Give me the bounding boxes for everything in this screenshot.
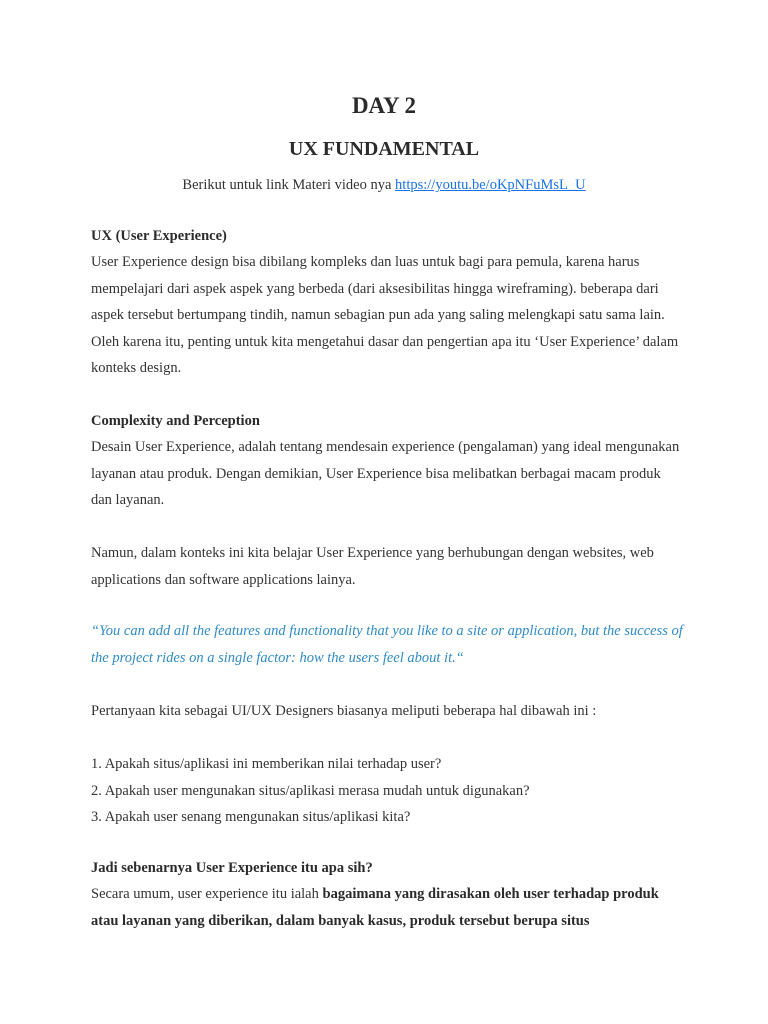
section-heading-ux: UX (User Experience)	[91, 228, 227, 244]
body-bold-text: bagaimana yang dirasakan oleh user terhadap produk atau layanan yang diberikan, dalam banyak kasus, produk tersebut berupa situs	[91, 886, 659, 929]
list-item: 3. Apakah user senang mengunakan situs/aplikasi kita?	[91, 809, 411, 825]
question-list	[91, 751, 683, 831]
section-body-what-is-ux	[91, 881, 683, 934]
subtitle: UX FUNDAMENTAL	[288, 138, 480, 160]
question-intro: Pertanyaan kita sebagai UI/UX Designers biasanya meliputi beberapa hal dibawah ini :	[91, 703, 597, 719]
video-link[interactable]: https://youtu.be/oKpNFuMsL_U	[395, 177, 586, 193]
day-title: DAY 2	[351, 93, 417, 118]
section-body-ux: User Experience design bisa dibilang kompleks dan luas untuk bagi para pemula, karena harus mempelajari dari aspek aspek yang berbeda (dari aksesibilitas hingga wireframing). beberapa dari aspek tersebut bertumpang tindih, namun sebagian pun ada yang saling melengkapi satu sama lain. Oleh karena itu, penting untuk kita mengetahui dasar dan pengertian apa itu ‘User Experience’ dalam konteks design.	[91, 254, 679, 376]
intro-line	[91, 174, 677, 196]
section-body-complexity-2: Namun, dalam konteks ini kita belajar User Experience yang berhubungan dengan websites, web applications dan software applications lainya.	[91, 545, 654, 588]
section-heading-what-is-ux: Jadi sebenarnya User Experience itu apa sih?	[91, 860, 373, 876]
list-item: 1. Apakah situs/aplikasi ini memberikan nilai terhadap user?	[91, 756, 442, 772]
section-heading-complexity: Complexity and Perception	[91, 413, 260, 429]
quote-block: “You can add all the features and functionality that you like to a site or application, but the success of the project rides on a single factor: how the users feel about it.“	[91, 623, 683, 666]
section-body-complexity-1: Desain User Experience, adalah tentang mendesain experience (pengalaman) yang ideal mengunakan layanan atau produk. Dengan demikian, User Experience bisa melibatkan berbagai macam produk dan layanan.	[91, 439, 680, 508]
body-plain-text: Secara umum, user experience itu ialah	[91, 886, 323, 902]
intro-text: Berikut untuk link Materi video nya	[182, 177, 396, 193]
list-item: 2. Apakah user mengunakan situs/aplikasi merasa mudah untuk digunakan?	[91, 782, 530, 799]
